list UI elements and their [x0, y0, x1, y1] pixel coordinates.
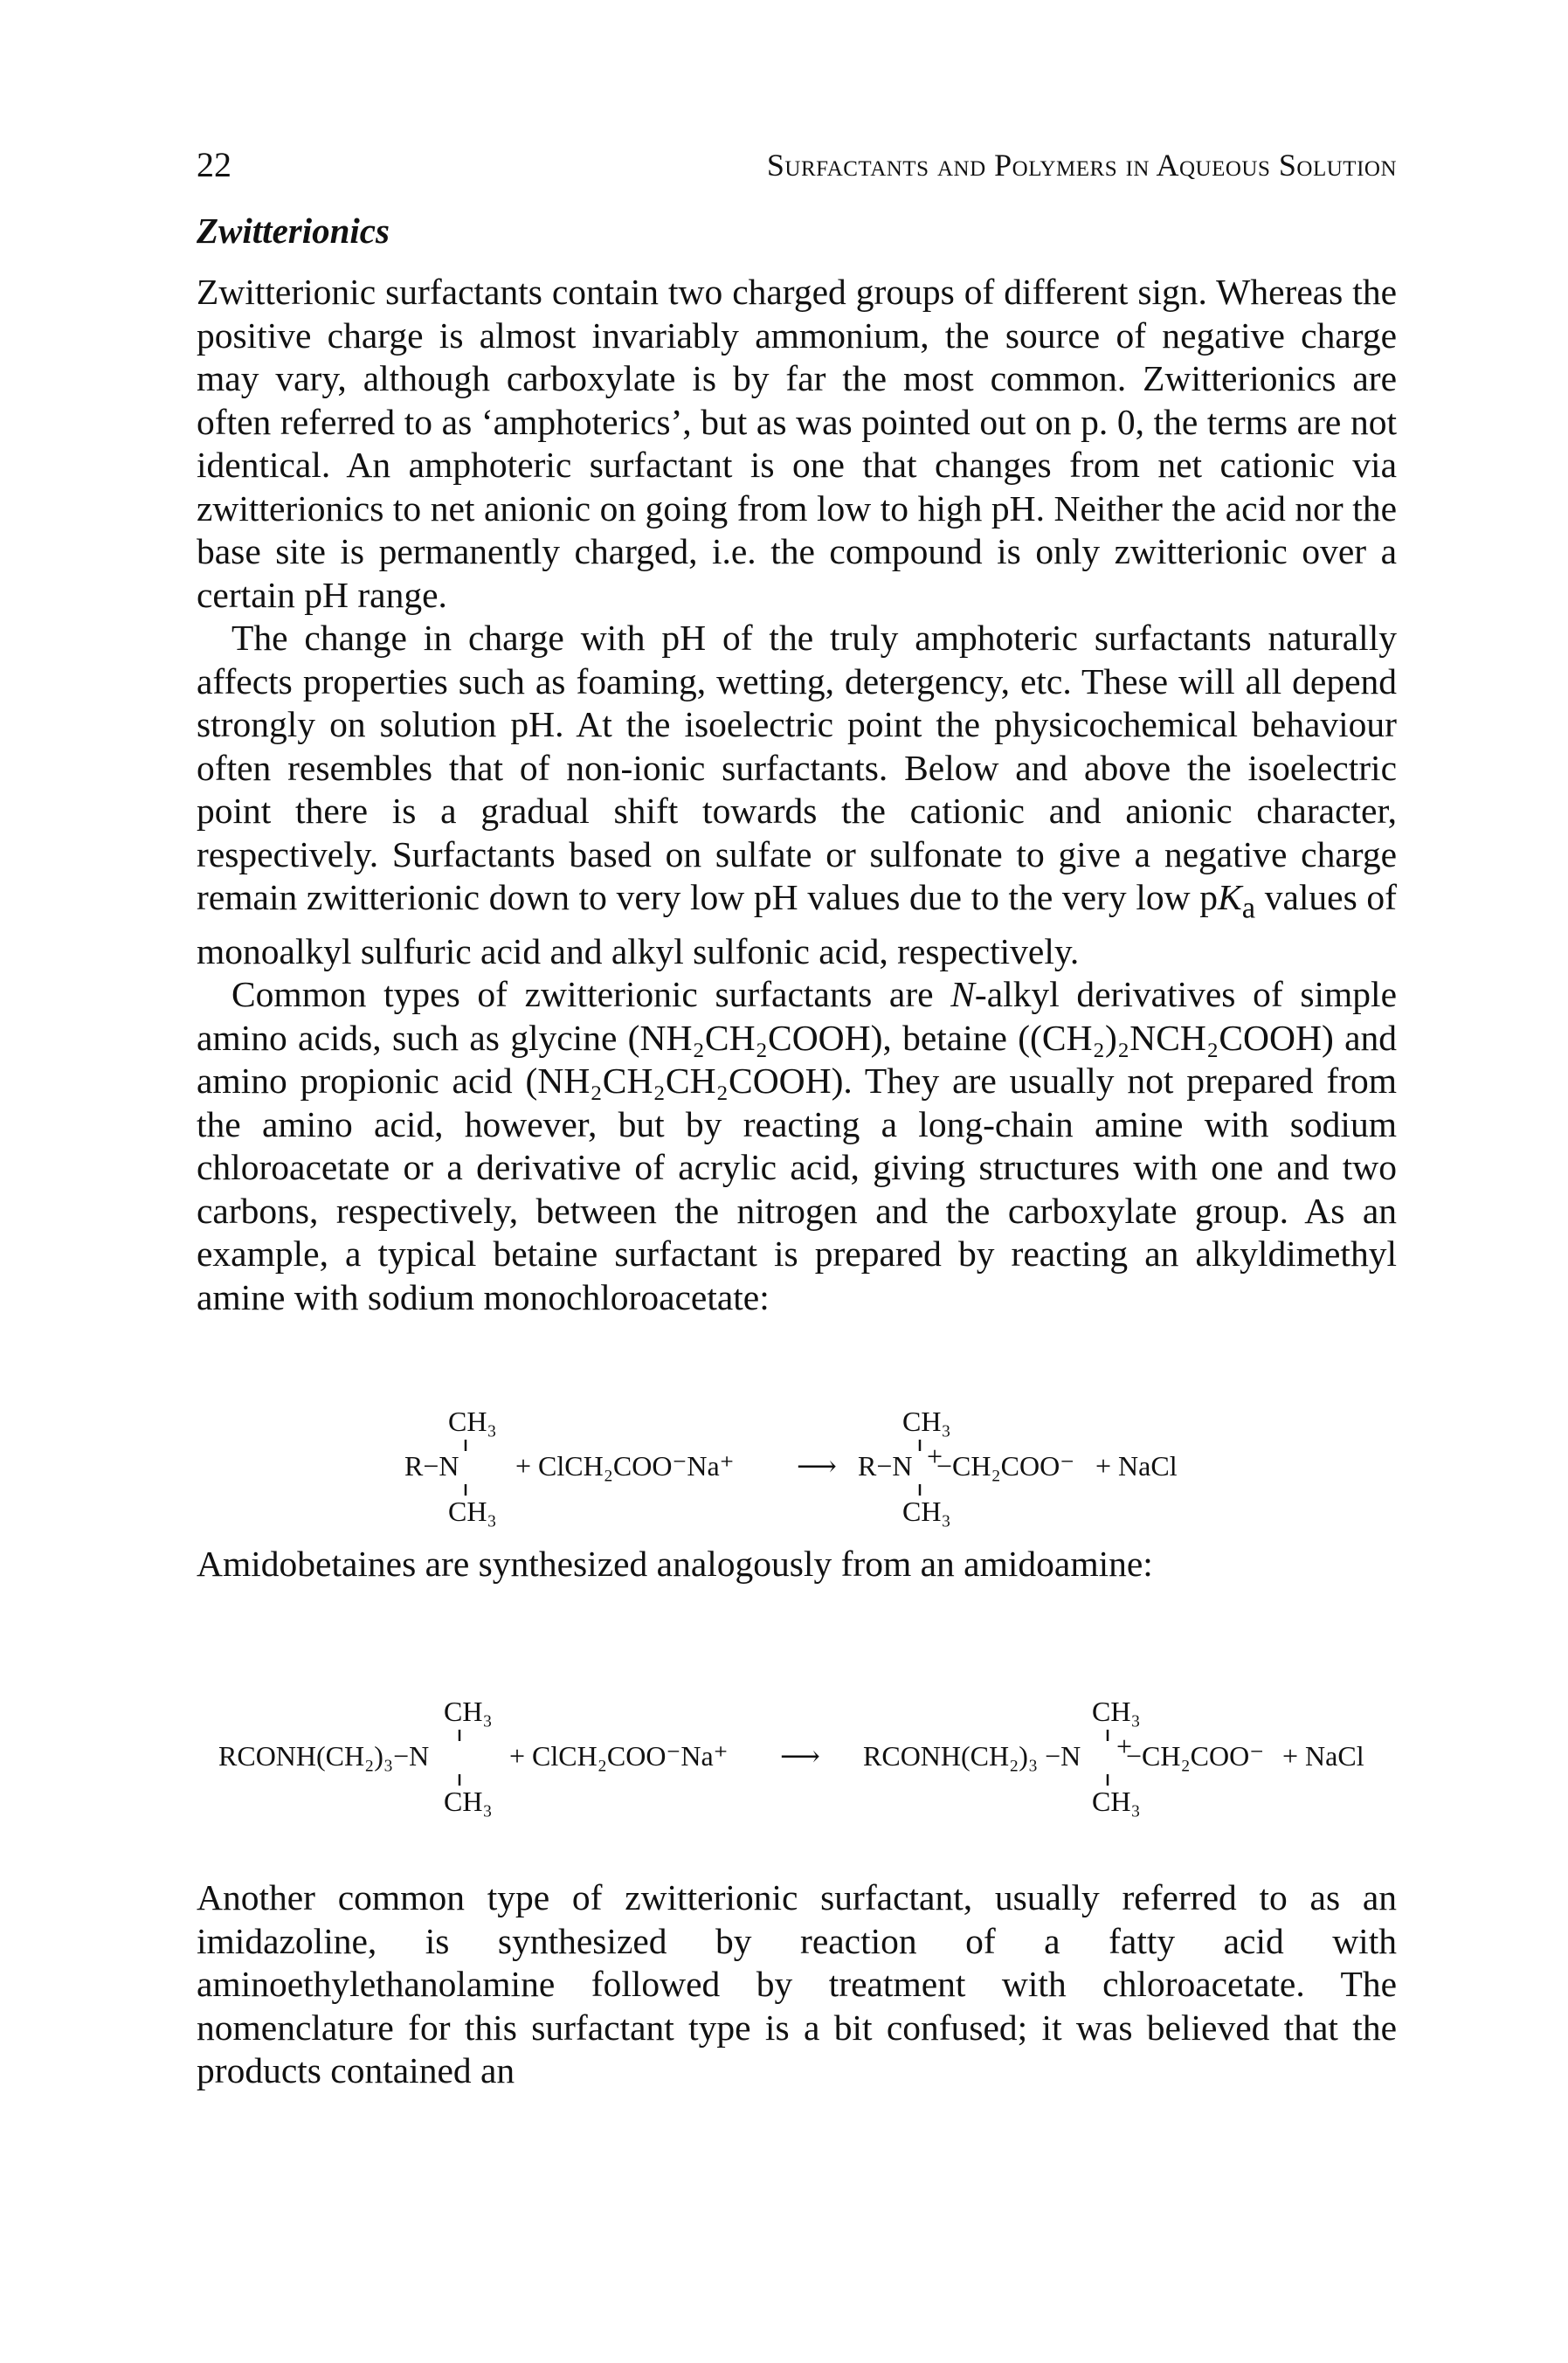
- product-plus-charge: +: [927, 1441, 943, 1472]
- product-amine: R−N: [858, 1450, 913, 1482]
- text-block-amidobetaine: [197, 1543, 1397, 1586]
- paragraph-1: Zwitterionic surfactants contain two charged groups of different sign. Whereas the positive charge is almost invariably ammonium, the source of negative charge may vary, although carboxylate is by far the most common. Zwitterionics are often referred to as ‘amphoterics’, but as was pointed out on p. 0, the terms are not identical. An amphoteric surfactant is one that changes from net cationic via zwitterionics to net anionic on going from low to high pH. Neither the acid nor the base site is permanently charged, i.e. the compound is only zwitterionic over a certain pH range.: [197, 272, 1397, 615]
- product-methyl-top: CH₃: [902, 1406, 951, 1437]
- product-plus-charge: +: [1116, 1731, 1133, 1762]
- text-block-imidazoline: [197, 1876, 1397, 2093]
- section-heading: Zwitterionics: [197, 211, 390, 251]
- paragraph-3: [197, 973, 1397, 1319]
- reactant-amine: R−N: [404, 1450, 459, 1482]
- paragraph-2-text: The change in charge with pH of the truly amphoteric surfactants naturally affects properties such as foaming, wetting, detergency, etc. These will all depend strongly on solution pH. At the isoelectric point the physicochemical behaviour often resembles that of non-ionic surfactants. Below and above the isoelectric point there is a gradual shift towards the cationic and anionic character, respectively. Surfactants based on sulfate or sulfonate to give a negative charge remain zwitterionic down to very low pH values due to the very low p: [197, 618, 1397, 917]
- product-amidobetaine: RCONH(CH₂)₃ −N: [863, 1740, 1081, 1772]
- reactant-amidoamine: RCONH(CH₂)₃−N: [218, 1740, 430, 1772]
- pka-symbol: K: [1218, 877, 1242, 917]
- paragraph-3-text: -alkyl derivatives of simple amino acids, such as glycine (NH₂CH₂COOH), betaine ((CH₂)₂NCH₂COOH) and amino propionic acid (NH₂CH₂CH₂COOH). They are usually not prepared from the amino acid, however, but by reacting a long-chain amine with sodium chloroacetate or a derivative of acrylic acid, giving structures with one and two carbons, respectively, between the nitrogen and the carboxylate group. As an example, a typical betaine surfactant is prepared by reacting an alkyldimethyl amine with sodium monochloroacetate:: [197, 974, 1397, 1317]
- paragraph-4: Amidobetaines are synthesized analogously from an amidoamine:: [197, 1544, 1153, 1584]
- product-methyl-top: CH₃: [1092, 1696, 1141, 1727]
- running-title: Surfactants and Polymers in Aqueous Solution: [766, 148, 1397, 183]
- reactant-methyl-top: CH₃: [448, 1406, 497, 1437]
- pka-subscript: a: [1241, 891, 1256, 925]
- product-carboxylate: −CH₂COO⁻: [1126, 1740, 1265, 1772]
- paragraph-5: Another common type of zwitterionic surfactant, usually referred to as an imidazoline, is synthesized by reaction of a fatty acid with aminoethylethanolamine followed by treatment with chloroacetate. The nomenclature for this surfactant type is a bit confused; it was believed that the products contained an: [197, 1877, 1397, 2090]
- amidobetaine-reaction-scheme: [0, 1686, 1568, 1834]
- reaction-arrow: ⟶: [797, 1450, 837, 1482]
- betaine-reaction-scheme: [0, 1396, 1568, 1544]
- reactant-methyl-bottom: CH₃: [444, 1786, 493, 1817]
- reaction-arrow: ⟶: [780, 1740, 820, 1772]
- text-block-main: [197, 271, 1397, 1319]
- paragraph-2: [197, 617, 1397, 973]
- product-carboxylate: −CH₂COO⁻: [936, 1450, 1075, 1482]
- product-methyl-bottom: CH₃: [902, 1496, 951, 1527]
- product-methyl-bottom: CH₃: [1092, 1786, 1141, 1817]
- page-number: 22: [197, 145, 231, 184]
- reactant-methyl-bottom: CH₃: [448, 1496, 497, 1527]
- n-alkyl-italic: N: [950, 974, 975, 1015]
- reagent-chloroacetate: + ClCH₂COO⁻Na⁺: [509, 1740, 729, 1772]
- byproduct-nacl: + NaCl: [1095, 1450, 1178, 1482]
- reagent-chloroacetate: + ClCH₂COO⁻Na⁺: [515, 1450, 735, 1482]
- reactant-methyl-top: CH₃: [444, 1696, 493, 1727]
- paragraph-2-text-end: values of monoalkyl sulfuric acid and alkyl sulfonic acid, respectively.: [197, 877, 1397, 971]
- paragraph-3-text-start: Common types of zwitterionic surfactants are: [231, 974, 951, 1015]
- byproduct-nacl: + NaCl: [1282, 1740, 1364, 1772]
